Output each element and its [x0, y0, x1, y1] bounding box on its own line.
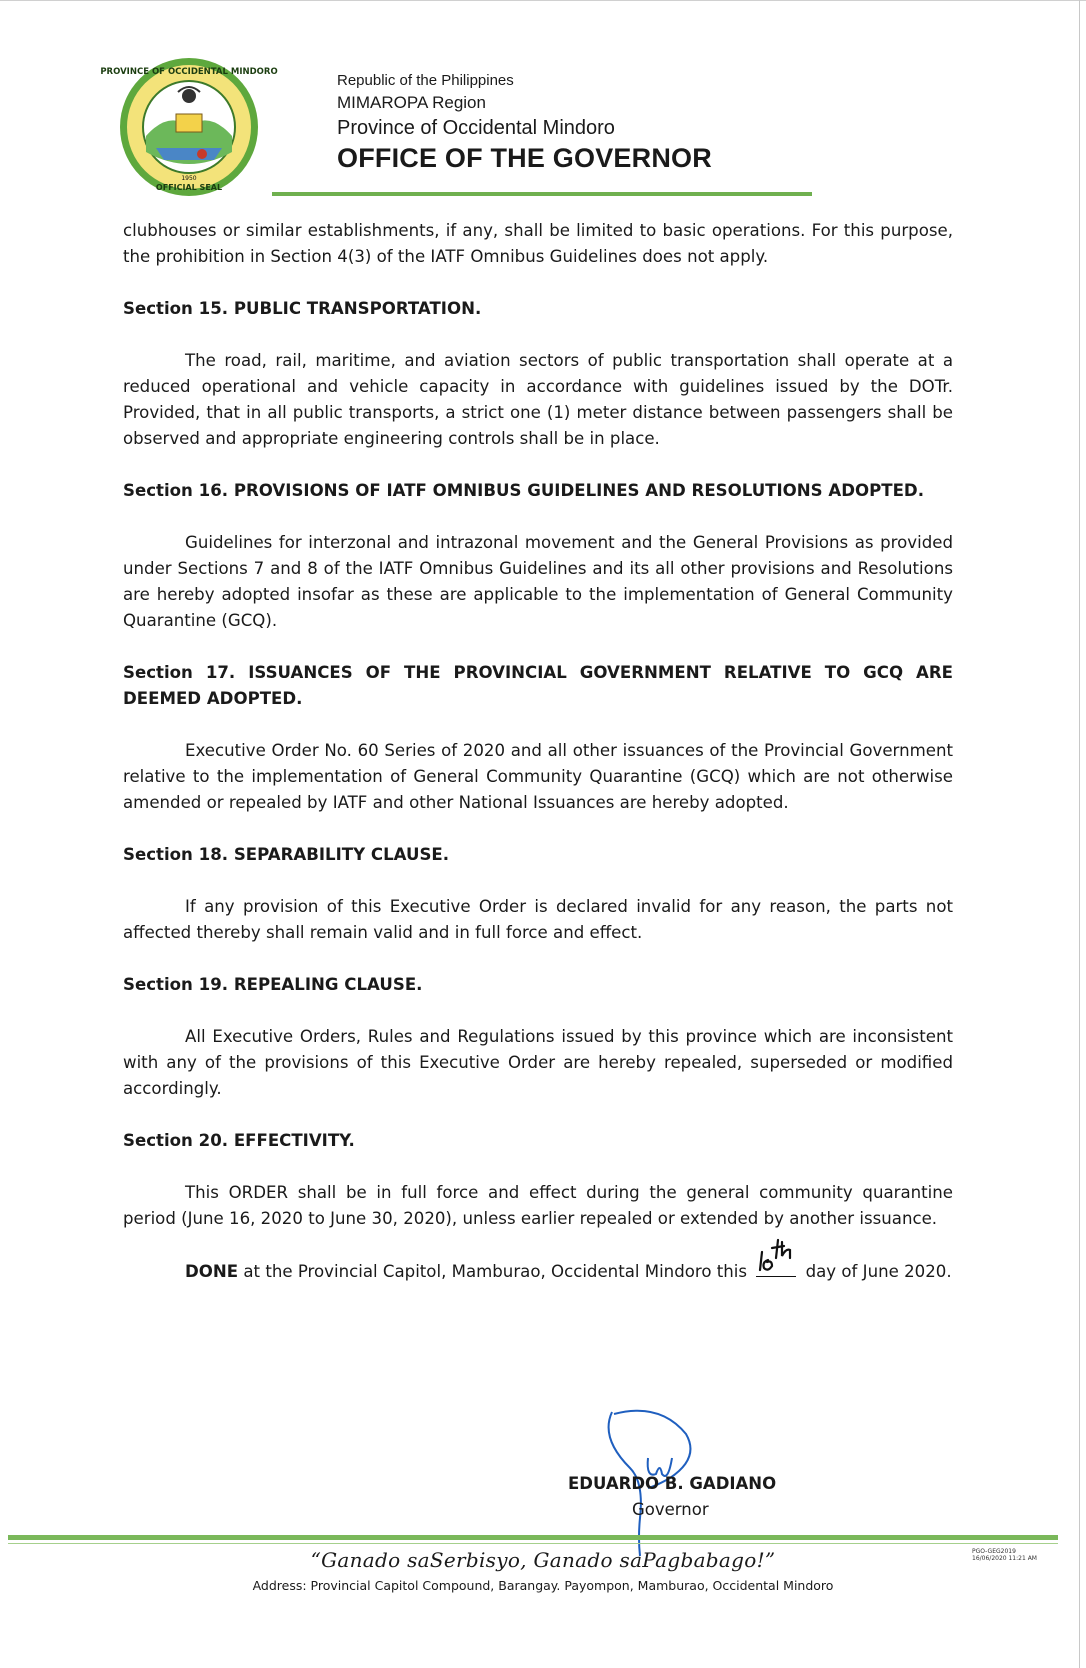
- done-text-end: day of June 2020.: [805, 1262, 952, 1281]
- header-divider: [272, 192, 812, 196]
- section-15-text: The road, rail, maritime, and aviation sectors of public transportation shall operate at a reduced operational and vehicle capacity in accordance with guidelines issued by the DOTr. Provided, that in all public transports, a strict one (1) meter distance between passengers shall be observed and appropriate engineering controls shall be in place.: [123, 351, 953, 448]
- seal-top-text: PROVINCE OF OCCIDENTAL MINDORO: [100, 67, 278, 77]
- footer-divider: [8, 1535, 1058, 1540]
- document-code-stamp: [972, 1548, 1037, 1562]
- seal-bottom-text: OFFICIAL SEAL: [155, 183, 223, 192]
- section-16-text: Guidelines for interzonal and intrazonal movement and the General Provisions as provided under Sections 7 and 8 of the IATF Omnibus Guidelines and its all other provisions and Resolutions are hereby adopted insofar as these are applicable to the implementation of General Community Quarantine (GCQ).: [123, 533, 953, 630]
- section-20-heading: Section 20. EFFECTIVITY.: [123, 1131, 355, 1150]
- section-15-heading: Section 15. PUBLIC TRANSPORTATION.: [123, 299, 482, 318]
- section-16-heading: Section 16. PROVISIONS OF IATF OMNIBUS GUIDELINES AND RESOLUTIONS ADOPTED.: [123, 481, 925, 500]
- page-edge-right: [1079, 0, 1080, 1668]
- footer-address: Address: Provincial Capitol Compound, Barangay. Payompon, Mamburao, Occidental Mindoro: [252, 1578, 834, 1593]
- done-label: DONE: [185, 1262, 239, 1281]
- document-timestamp: 16/06/2020 11:21 AM: [972, 1555, 1037, 1562]
- page-edge-top: [0, 0, 1086, 1]
- letterhead-region: MIMAROPA Region: [337, 93, 486, 112]
- section-18-heading: Section 18. SEPARABILITY CLAUSE.: [123, 845, 450, 864]
- seal-year: 1950: [181, 175, 197, 182]
- handwritten-day-text: 16th: [756, 1236, 759, 1237]
- section-20-text: This ORDER shall be in full force and effect during the general community quarantine period (June 16, 2020 to June 30, 2020), unless earlier repealed or extended by another issuance.: [123, 1183, 953, 1228]
- signatory-title: Governor: [632, 1500, 709, 1519]
- section-18-text: If any provision of this Executive Order is declared invalid for any reason, the parts not affected thereby shall remain valid and in full force and effect.: [123, 897, 953, 942]
- continuation-paragraph: clubhouses or similar establishments, if any, shall be limited to basic operations. For this purpose, the prohibition in Section 4(3) of the IATF Omnibus Guidelines does not apply.: [123, 221, 953, 266]
- letterhead-office-title: OFFICE OF THE GOVERNOR: [337, 143, 712, 173]
- footer-slogan: “Ganado saSerbisyo, Ganado saPagbabago!”: [310, 1548, 776, 1572]
- handwritten-day: [756, 1236, 796, 1285]
- document-code: PGO-GEG2019: [972, 1548, 1016, 1555]
- section-19-text: All Executive Orders, Rules and Regulations issued by this province which are inconsistent with any of the provisions of this Executive Order are hereby repealed, superseded or modified accordingly.: [123, 1027, 953, 1098]
- letterhead: [337, 71, 712, 175]
- done-paragraph: [123, 1236, 953, 1285]
- done-text: at the Provincial Capitol, Mamburao, Occidental Mindoro this: [243, 1262, 748, 1281]
- provincial-seal-logo: [100, 56, 278, 198]
- footer-divider-thin: [8, 1543, 1058, 1544]
- letterhead-country: Republic of the Philippines: [337, 72, 514, 89]
- signatory-name: EDUARDO B. GADIANO: [568, 1474, 777, 1493]
- letterhead-province: Province of Occidental Mindoro: [337, 117, 615, 139]
- section-19-heading: Section 19. REPEALING CLAUSE.: [123, 975, 423, 994]
- document-body: [123, 218, 953, 1285]
- section-17-heading: Section 17. ISSUANCES OF THE PROVINCIAL GOVERNMENT RELATIVE TO GCQ ARE DEEMED ADOPTED.: [123, 663, 953, 708]
- section-17-text: Executive Order No. 60 Series of 2020 and all other issuances of the Provincial Government relative to the implementation of General Community Quarantine (GCQ) which are not otherwise amended or repealed by IATF and other National Issuances are hereby adopted.: [123, 741, 953, 812]
